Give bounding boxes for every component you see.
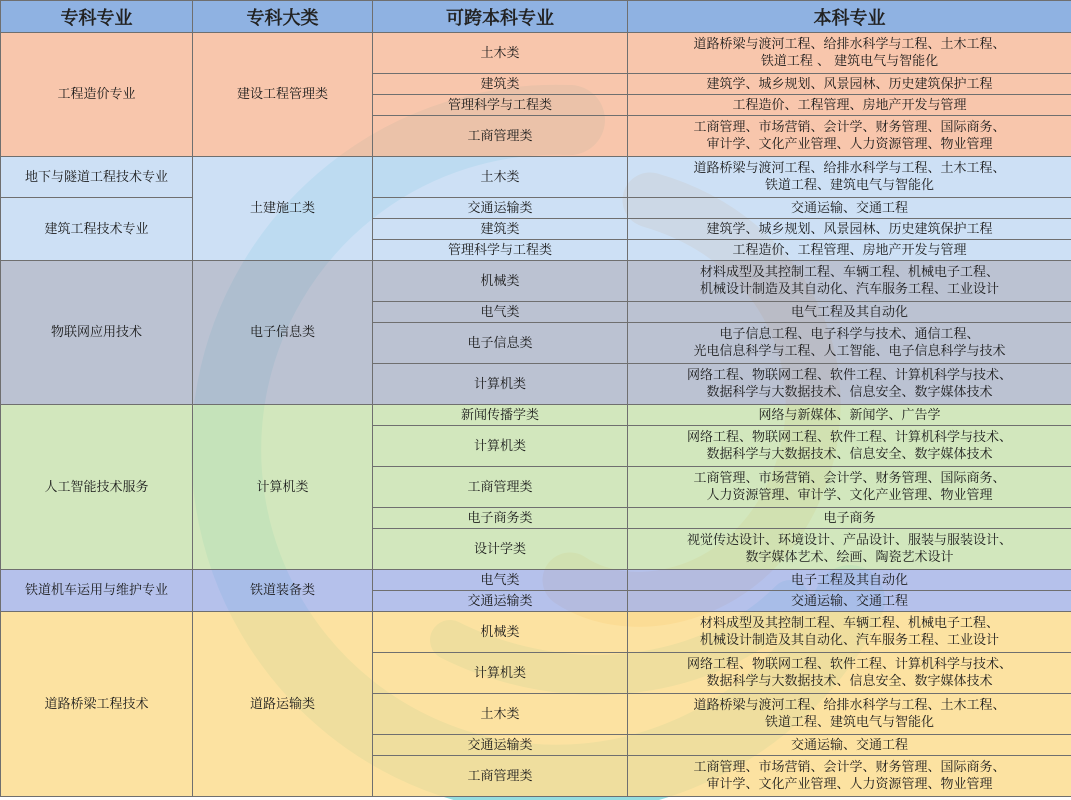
benke-majors-cell: 道路桥梁与渡河工程、给排水科学与工程、土木工程、 铁道工程、建筑电气与智能化 [628,157,1071,198]
crossable-category-cell: 建筑类 [373,74,628,95]
table-row [1,405,1071,426]
benke-majors-cell: 工商管理、市场营销、会计学、财务管理、国际商务、 审计学、文化产业管理、人力资源管理、物业管理 [628,116,1071,157]
benke-majors-cell: 道路桥梁与渡河工程、给排水科学与工程、土木工程、 铁道工程、建筑电气与智能化 [628,694,1071,735]
crossable-category-cell: 电气类 [373,570,628,591]
benke-majors-cell: 工商管理、市场营销、会计学、财务管理、国际商务、 审计学、文化产业管理、人力资源管理、物业管理 [628,756,1071,797]
zhuanke-major-cell: 地下与隧道工程技术专业 [1,157,193,198]
benke-majors-cell: 电子商务 [628,508,1071,529]
benke-majors-cell: 交通运输、交通工程 [628,735,1071,756]
benke-majors-cell: 工商管理、市场营销、会计学、财务管理、国际商务、 人力资源管理、审计学、文化产业管理、物业管理 [628,467,1071,508]
crossable-category-cell: 电子商务类 [373,508,628,529]
table-row [1,157,1071,198]
benke-majors-cell: 交通运输、交通工程 [628,591,1071,612]
crossable-category-cell: 计算机类 [373,426,628,467]
benke-majors-cell: 电气工程及其自动化 [628,302,1071,323]
crossable-category-cell: 建筑类 [373,219,628,240]
header-zhuanke-major: 专科专业 [1,1,193,33]
crossable-category-cell: 交通运输类 [373,735,628,756]
crossable-category-cell: 电子信息类 [373,323,628,364]
zhuanke-category-cell: 计算机类 [193,405,373,570]
zhuanke-major-cell: 道路桥梁工程技术 [1,612,193,797]
crossable-category-cell: 管理科学与工程类 [373,240,628,261]
crossable-category-cell: 工商管理类 [373,467,628,508]
zhuanke-category-cell: 电子信息类 [193,261,373,405]
crossable-category-cell: 电气类 [373,302,628,323]
crossable-category-cell: 土木类 [373,157,628,198]
benke-majors-cell: 工程造价、工程管理、房地产开发与管理 [628,95,1071,116]
benke-majors-cell: 网络工程、物联网工程、软件工程、计算机科学与技术、 数据科学与大数据技术、信息安全、数字媒体技术 [628,653,1071,694]
benke-majors-cell: 建筑学、城乡规划、风景园林、历史建筑保护工程 [628,74,1071,95]
crossable-category-cell: 机械类 [373,261,628,302]
benke-majors-cell: 网络工程、物联网工程、软件工程、计算机科学与技术、 数据科学与大数据技术、信息安全、数字媒体技术 [628,426,1071,467]
crossable-category-cell: 工商管理类 [373,116,628,157]
crossable-category-cell: 管理科学与工程类 [373,95,628,116]
zhuanke-major-cell: 人工智能技术服务 [1,405,193,570]
benke-majors-cell: 材料成型及其控制工程、车辆工程、机械电子工程、 机械设计制造及其自动化、汽车服务工程、工业设计 [628,612,1071,653]
zhuanke-major-cell: 物联网应用技术 [1,261,193,405]
benke-majors-cell: 电子信息工程、电子科学与技术、通信工程、 光电信息科学与工程、人工智能、电子信息科学与技术 [628,323,1071,364]
benke-majors-cell: 电子工程及其自动化 [628,570,1071,591]
zhuanke-category-cell: 道路运输类 [193,612,373,797]
header-row [1,1,1071,33]
crossable-category-cell: 计算机类 [373,364,628,405]
crossable-category-cell: 机械类 [373,612,628,653]
crossable-category-cell: 交通运输类 [373,591,628,612]
table-row [1,33,1071,74]
header-crossable-category: 可跨本科专业 [373,1,628,33]
crossable-category-cell: 工商管理类 [373,756,628,797]
benke-majors-cell: 建筑学、城乡规划、风景园林、历史建筑保护工程 [628,219,1071,240]
table-row [1,570,1071,591]
crossable-category-cell: 新闻传播学类 [373,405,628,426]
zhuanke-major-cell: 铁道机车运用与维护专业 [1,570,193,612]
header-zhuanke-category: 专科大类 [193,1,373,33]
zhuanke-category-cell: 建设工程管理类 [193,33,373,157]
crossable-category-cell: 土木类 [373,33,628,74]
zhuanke-major-cell: 建筑工程技术专业 [1,198,193,261]
benke-majors-cell: 道路桥梁与渡河工程、给排水科学与工程、土木工程、 铁道工程 、 建筑电气与智能化 [628,33,1071,74]
zhuanke-category-cell: 土建施工类 [193,157,373,261]
benke-majors-cell: 工程造价、工程管理、房地产开发与管理 [628,240,1071,261]
crossable-category-cell: 土木类 [373,694,628,735]
zhuanke-category-cell: 铁道装备类 [193,570,373,612]
benke-majors-cell: 交通运输、交通工程 [628,198,1071,219]
table-row [1,261,1071,302]
zhuanke-major-cell: 工程造价专业 [1,33,193,157]
crossable-category-cell: 交通运输类 [373,198,628,219]
crossable-category-cell: 设计学类 [373,529,628,570]
benke-majors-cell: 网络工程、物联网工程、软件工程、计算机科学与技术、 数据科学与大数据技术、信息安全、数字媒体技术 [628,364,1071,405]
header-benke-majors: 本科专业 [628,1,1071,33]
benke-majors-cell: 网络与新媒体、新闻学、广告学 [628,405,1071,426]
benke-majors-cell: 视觉传达设计、环境设计、产品设计、服装与服装设计、 数字媒体艺术、绘画、陶瓷艺术设计 [628,529,1071,570]
crossable-category-cell: 计算机类 [373,653,628,694]
table-row [1,612,1071,653]
benke-majors-cell: 材料成型及其控制工程、车辆工程、机械电子工程、 机械设计制造及其自动化、汽车服务工程、工业设计 [628,261,1071,302]
table-row [1,198,1071,219]
